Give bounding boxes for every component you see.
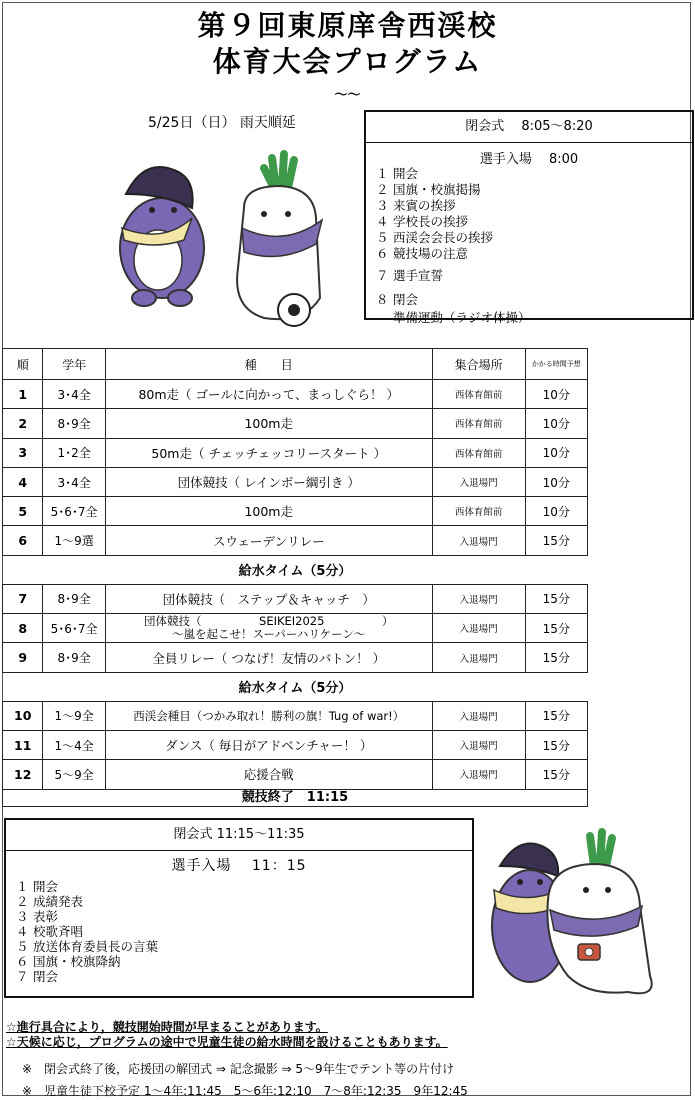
note-water-break: ☆天候に応じ，プログラムの途中で児童生徒の給水時間を設けることもあります。 [6,1035,448,1049]
list-item: ５ 放送体育委員長の言葉 [16,939,159,954]
closing-entry-time: 選手入場 11：15 [171,858,307,874]
row-place: 入退場門 [432,730,525,759]
list-item: ４ 学校長の挨拶 [376,214,469,229]
row-place: 入退場門 [432,760,525,789]
water-break-label: 給水タイム（5分） [3,672,588,701]
row-number: 8 [3,614,43,643]
row-event: 団体競技（ レインボー綱引き ） [105,467,432,496]
row-time: 10分 [525,497,587,526]
row-event: 全員リレー（ つなげ！友情のバトン！ ） [105,643,432,672]
row-grade: 8･9全 [43,643,105,672]
row-number: 6 [3,526,43,555]
row-event: 西渓会種目（つかみ取れ！勝利の旗！Tug of war!） [105,701,432,730]
row-place: 入退場門 [432,614,525,643]
eggplant-mascot-icon [120,167,204,306]
table-row [3,438,588,467]
row-event: 100m走 [105,497,432,526]
table-row [3,730,588,759]
row-place: 西体育館前 [432,438,525,467]
row-time: 15分 [525,526,587,555]
row-event: スウェーデンリレー [105,526,432,555]
closing-ceremony-box [4,818,474,998]
water-break-row [3,672,588,701]
table-row [3,614,588,643]
table-row [3,497,588,526]
list-item: ４ 校歌斉唱 [16,924,84,939]
competition-end-row [3,789,588,806]
row-grade: 3･4全 [43,467,105,496]
row-time: 15分 [525,643,587,672]
list-item: ６ 競技場の注意 [376,246,469,261]
row-event: 応援合戦 [105,760,432,789]
note-dismissal-times: ※ 児童生徒下校予定 1〜4年:11:45 5〜6年:12:10 7〜8年:12:35 9年12:45 [22,1084,468,1098]
radish-mascot-icon [237,154,322,326]
col-header-grade: 学年 [43,349,105,380]
row-time: 15分 [525,584,587,613]
row-time: 15分 [525,614,587,643]
row-grade: 5〜9全 [43,760,105,789]
table-row [3,643,588,672]
row-event: ダンス（ 毎日がアドベンチャー！ ） [105,730,432,759]
water-break-label: 給水タイム（5分） [3,555,588,584]
row-grade: 8･9全 [43,584,105,613]
event-date: 5/25日（日） 雨天順延 [148,115,296,131]
closing-ceremony-header: 閉会式 11:15〜11:35 [6,820,472,851]
row-grade: 5･6･7全 [43,614,105,643]
note-schedule-change: ☆進行具合により，競技開始時間が早まることがあります。 [6,1020,328,1034]
opening-ceremony-header: 閉会式 8:05〜8:20 [366,112,692,143]
row-time: 10分 [525,467,587,496]
title-ornament: 〜〜 [334,88,361,103]
list-item: ６ 国旗・校旗降納 [16,954,121,969]
row-number: 1 [3,380,43,409]
table-row [3,526,588,555]
row-grade: 1･2全 [43,438,105,467]
row-number: 5 [3,497,43,526]
row-number: 4 [3,467,43,496]
row-number: 10 [3,701,43,730]
col-header-no: 順 [3,349,43,380]
row-place: 西体育館前 [432,497,525,526]
row-event [105,614,432,643]
row-event: 団体競技（ ステップ＆キャッチ ） [105,584,432,613]
mascot-characters-bottom-illustration [478,826,688,1006]
mascot-characters-illustration [104,148,344,338]
table-row [3,701,588,730]
row-grade: 1〜9全 [43,701,105,730]
table-header-row [3,349,588,380]
row-time: 10分 [525,438,587,467]
row-number: 7 [3,584,43,613]
row-time: 15分 [525,730,587,759]
row-number: 11 [3,730,43,759]
closing-ceremony-list [16,879,472,984]
page-subtitle: 体育大会プログラム [212,45,483,78]
table-row [3,380,588,409]
list-item: ２ 成績発表 [16,894,84,909]
table-row [3,409,588,438]
list-item: ８ 閉会 準備運動（ラジオ体操） [376,292,531,325]
radish-mascot-icon [547,832,651,993]
row-grade: 8･9全 [43,409,105,438]
program-table [2,348,588,807]
row-grade: 1〜9選 [43,526,105,555]
row-time: 10分 [525,380,587,409]
row-time: 10分 [525,409,587,438]
row-event: 80m走（ ゴールに向かって、まっしぐら！ ） [105,380,432,409]
list-item: ２ 国旗・校旗掲揚 [376,182,481,197]
row-time: 15分 [525,701,587,730]
page-title: 第９回東原庠舎西渓校 [197,9,498,42]
row-number: 2 [3,409,43,438]
row-place: 西体育館前 [432,409,525,438]
row-number: 12 [3,760,43,789]
list-item: １ 開会 [16,879,59,894]
opening-ceremony-box [364,110,694,325]
list-item: ５ 西渓会会長の挨拶 [376,230,494,245]
row-place: 入退場門 [432,643,525,672]
row-time: 15分 [525,760,587,789]
row-place: 入退場門 [432,701,525,730]
row-grade: 3･4全 [43,380,105,409]
row-event: 50m走（ チェッチェッコリースタート ） [105,438,432,467]
note-after-ceremony: ※ 閉会式終了後，応援団の解団式 ⇒ 記念撮影 ⇒ 5〜9年生でテント等の片付け [22,1062,455,1076]
list-item: ７ 選手宣誓 [376,268,444,283]
table-row [3,584,588,613]
row-event-line2: 〜嵐を起こせ！スーパーハリケーン〜 [172,627,366,642]
row-grade: 1〜4全 [43,730,105,759]
col-header-place: 集合場所 [432,349,525,380]
row-grade: 5･6･7全 [43,497,105,526]
row-number: 3 [3,438,43,467]
col-header-event: 種 目 [105,349,432,380]
list-item: ３ 表彰 [16,909,59,924]
row-place: 入退場門 [432,526,525,555]
row-event: 100m走 [105,409,432,438]
table-row [3,760,588,789]
list-item: ７ 閉会 [16,969,59,984]
opening-entry-time: 選手入場 8:00 [479,152,579,167]
list-item: １ 開会 [376,166,419,181]
row-number: 9 [3,643,43,672]
row-event-line1: 団体競技（ SEIKEI2025 ） [144,614,394,629]
water-break-row [3,555,588,584]
row-place: 入退場門 [432,584,525,613]
row-place: 入退場門 [432,467,525,496]
table-row [3,467,588,496]
row-place: 西体育館前 [432,380,525,409]
competition-end-label: 競技終了 11:15 [3,789,588,806]
col-header-time: かかる時間予想 [525,349,587,380]
list-item: ３ 来賓の挨拶 [376,198,456,213]
